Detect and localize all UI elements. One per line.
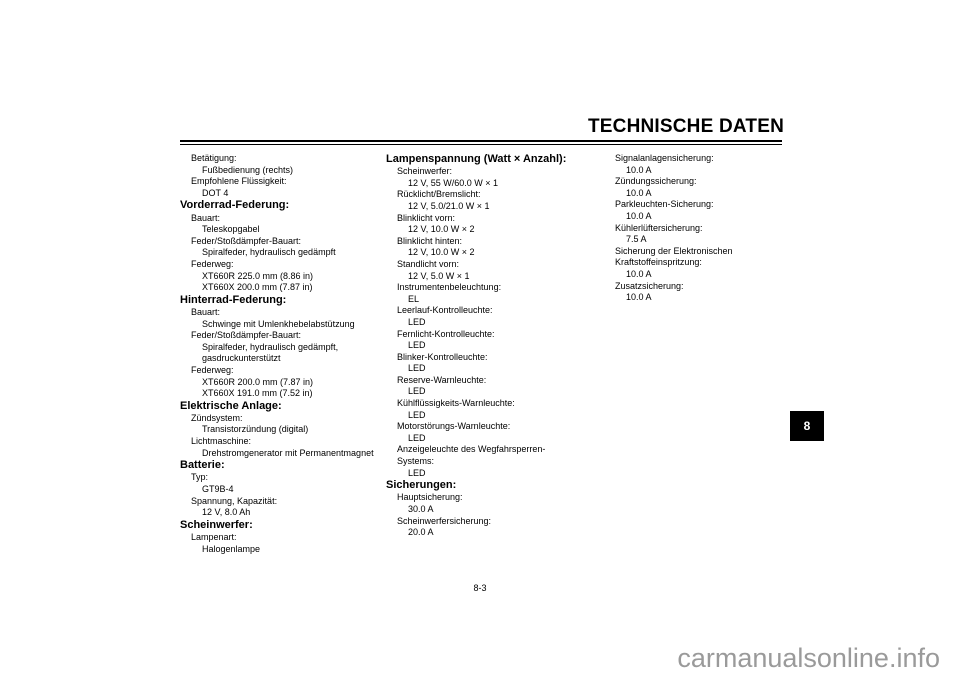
spec-column-3 [604,153,784,304]
spec-label: Kühlflüssigkeits-Warnleuchte: [397,398,515,409]
spec-label: Kraftstoffeinspritzung: [615,257,702,268]
spec-value: 10.0 A [626,210,652,221]
spec-label: Federweg: [191,364,234,375]
spec-label: Betätigung: [191,153,237,163]
spec-label: Signalanlagensicherung: [615,153,714,163]
spec-value: LED [408,409,426,420]
section-heading: Scheinwerfer: [180,518,253,531]
spec-value: 10.0 A [626,268,652,279]
spec-value: 10.0 A [626,292,652,303]
spec-label: Empfohlene Flüssigkeit: [191,176,287,187]
spec-label: Parkleuchten-Sicherung: [615,199,714,210]
spec-value: DOT 4 [202,187,229,198]
spec-value: 12 V, 5.0 W × 1 [408,270,470,281]
spec-column-2 [386,153,596,539]
spec-label: Bauart: [191,306,221,317]
spec-column-1 [180,153,380,555]
spec-value: Spiralfeder, hydraulisch gedämpft [202,247,336,258]
spec-value: 12 V, 10.0 W × 2 [408,224,475,235]
spec-label: Federweg: [191,258,234,269]
spec-label: Hauptsicherung: [397,492,463,503]
spec-label: Lampenart: [191,532,237,543]
header-rule-thin [180,144,782,145]
spec-label: Bauart: [191,212,221,223]
spec-label: Zusatzsicherung: [615,280,684,291]
chapter-tab[interactable]: 8 [790,411,824,441]
spec-value: Spiralfeder, hydraulisch gedämpft, [202,341,339,352]
spec-value: 7.5 A [626,234,647,245]
spec-value: XT660X 191.0 mm (7.52 in) [202,388,313,399]
spec-label: Motorstörungs-Warnleuchte: [397,421,511,432]
page-number: 8-3 [473,583,487,593]
spec-label: Zündsystem: [191,412,243,423]
spec-value: LED [408,363,426,374]
spec-label: Blinklicht hinten: [397,235,463,246]
spec-label: Lichtmaschine: [191,436,252,447]
spec-label: Feder/Stoßdämpfer-Bauart: [191,235,302,246]
spec-label: Sicherung der Elektronischen [615,245,733,256]
spec-value: 12 V, 10.0 W × 2 [408,247,475,258]
spec-value: Transistorzündung (digital) [202,424,309,435]
spec-value: gasdruckunterstützt [202,353,281,364]
spec-label: Fernlicht-Kontrolleuchte: [397,328,495,339]
section-heading: Sicherungen: [386,479,457,492]
spec-value: Halogenlampe [202,543,261,554]
spec-label: Rücklicht/Bremslicht: [397,189,481,200]
spec-value: 10.0 A [626,187,652,198]
spec-label: Feder/Stoßdämpfer-Bauart: [191,330,302,341]
spec-value: XT660X 200.0 mm (7.87 in) [202,282,313,293]
spec-label: Kühlerlüftersicherung: [615,222,703,233]
spec-value: GT9B-4 [202,484,234,495]
spec-value: 12 V, 5.0/21.0 W × 1 [408,200,490,211]
spec-value: 12 V, 55 W/60.0 W × 1 [408,177,498,188]
spec-value: LED [408,340,426,351]
section-heading: Hinterrad-Federung: [180,293,287,306]
section-heading: Batterie: [180,459,225,472]
spec-label: Instrumentenbeleuchtung: [397,282,502,293]
spec-value: 30.0 A [408,504,434,515]
spec-value: 10.0 A [626,164,652,175]
spec-value: LED [408,316,426,327]
spec-value: Drehstromgenerator mit Permanentmagnet [202,447,374,458]
spec-value: Fußbedienung (rechts) [202,164,294,175]
watermark: carmanualsonline.info [677,643,940,673]
header-rule [180,140,782,142]
spec-value: Schwinge mit Umlenkhebelabstützung [202,318,355,329]
spec-label: Scheinwerfer: [397,166,453,177]
spec-label: Reserve-Warnleuchte: [397,374,487,385]
spec-label: Leerlauf-Kontrolleuchte: [397,305,493,316]
spec-label: Anzeigeleuchte des Wegfahrsperren- [397,444,546,455]
spec-value: XT660R 200.0 mm (7.87 in) [202,376,314,387]
spec-label: Blinker-Kontrolleuchte: [397,351,488,362]
section-heading: Vorderrad-Federung: [180,199,290,212]
spec-value: 12 V, 8.0 Ah [202,507,251,518]
spec-label: Spannung, Kapazität: [191,495,278,506]
spec-value: 20.0 A [408,527,434,538]
spec-label: Scheinwerfersicherung: [397,515,492,526]
spec-value: Teleskopgabel [202,224,260,235]
spec-label: Blinklicht vorn: [397,212,456,223]
spec-label: Standlicht vorn: [397,258,460,269]
spec-label: Typ: [191,472,209,483]
spec-label: Systems: [397,456,435,467]
spec-value: LED [408,432,426,443]
section-heading: Elektrische Anlage: [180,399,282,412]
spec-label: Zündungssicherung: [615,176,697,187]
page-title: TECHNISCHE DATEN [587,116,784,137]
section-heading: Lampenspannung (Watt × Anzahl): [386,153,567,165]
spec-value: LED [408,386,426,397]
spec-value: LED [408,467,426,478]
spec-value: XT660R 225.0 mm (8.86 in) [202,270,314,281]
spec-value: EL [408,293,420,304]
